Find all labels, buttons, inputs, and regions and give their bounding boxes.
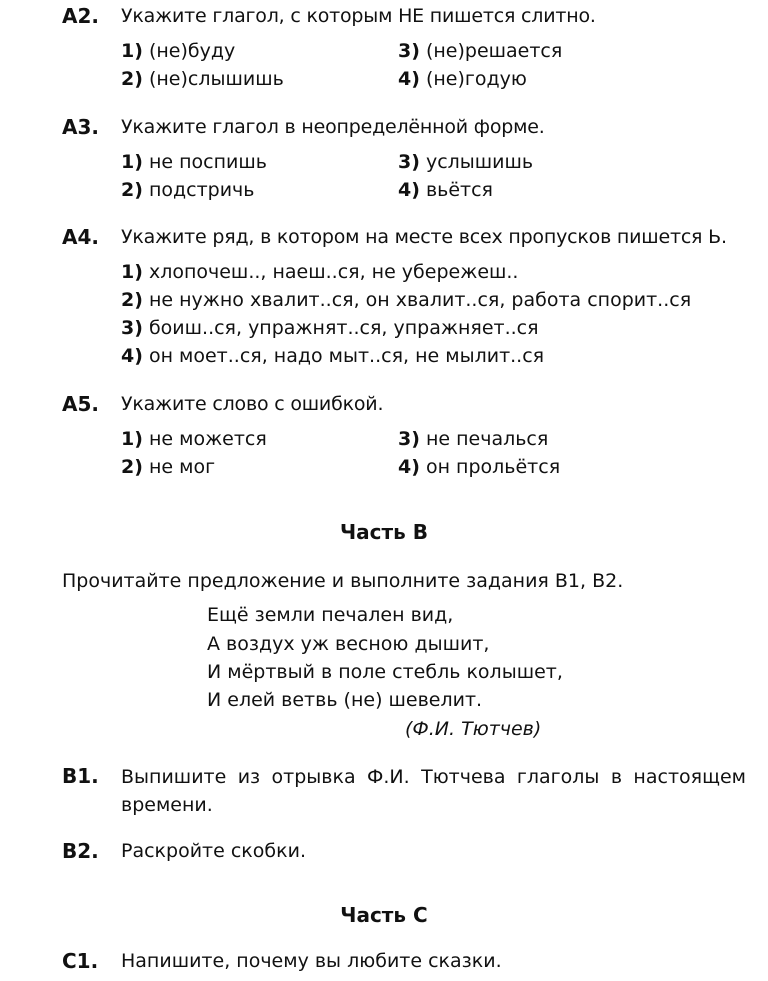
answer-option (121, 40, 235, 62)
option-text: услышишь (425, 151, 534, 173)
option-number: 3) (398, 428, 420, 450)
option-number: 1) (121, 40, 143, 62)
option-number: 4) (398, 179, 420, 201)
answer-option (121, 68, 284, 90)
poem-line: И елей ветвь (не) шевелит. (207, 689, 483, 711)
answer-option (398, 428, 548, 450)
option-text: он прольётся (425, 456, 561, 478)
instructions: Прочитайте предложение и выполните задания В1, В2. (62, 570, 624, 592)
option-text: не печалься (425, 428, 549, 450)
answer-option (121, 261, 518, 283)
option-text: не можется (148, 428, 267, 450)
task-number: В1. (62, 764, 99, 788)
poem-line: И мёртвый в поле стебль колышет, (207, 661, 563, 683)
option-text: подстричь (148, 179, 255, 201)
option-text: (не)буду (148, 40, 236, 62)
poem-author: (Ф.И. Тютчев) (405, 718, 542, 740)
answer-option (121, 179, 254, 201)
question-number: А2. (62, 4, 99, 28)
task-text: Напишите, почему вы любите сказки. (121, 950, 502, 972)
task-text: Раскройте скобки. (121, 840, 306, 862)
poem-line: А воздух уж весною дышит, (207, 633, 490, 655)
question-text: Укажите глагол в неопределённой форме. (121, 116, 545, 138)
section-heading-part-b: Часть В (340, 520, 428, 544)
option-number: 3) (398, 151, 420, 173)
option-text: боиш..ся, упражнят..ся, упражняет..ся (148, 317, 539, 339)
option-text: хлопочеш.., наеш..ся, не убережеш.. (148, 261, 519, 283)
question-number: А3. (62, 115, 99, 139)
option-text: он моет..ся, надо мыт..ся, не мылит..ся (148, 345, 545, 367)
option-number: 4) (398, 68, 420, 90)
option-text: вьётся (425, 179, 493, 201)
answer-option (121, 151, 267, 173)
option-number: 2) (121, 179, 143, 201)
question-text: Укажите слово с ошибкой. (121, 393, 384, 415)
option-text: не мог (148, 456, 216, 478)
option-number: 2) (121, 289, 143, 311)
answer-option (398, 151, 533, 173)
question-text: Укажите глагол, с которым НЕ пишется слитно. (121, 5, 596, 27)
option-number: 1) (121, 428, 143, 450)
question-text: Укажите ряд, в котором на месте всех пропусков пишется Ь. (121, 226, 727, 248)
option-text: (не)решается (425, 40, 563, 62)
task-number: В2. (62, 839, 99, 863)
option-number: 1) (121, 151, 143, 173)
option-number: 2) (121, 456, 143, 478)
option-number: 3) (398, 40, 420, 62)
option-text: (не)слышишь (148, 68, 284, 90)
answer-option (398, 68, 527, 90)
task-text: Выпишите из отрывка Ф.И. Тютчева глаголы в настоящем времени. (121, 766, 746, 816)
option-number: 2) (121, 68, 143, 90)
question-number: А5. (62, 392, 99, 416)
question-number: А4. (62, 225, 99, 249)
answer-option (121, 428, 267, 450)
poem-line: Ещё земли печален вид, (207, 604, 454, 626)
option-text: не нужно хвалит..ся, он хвалит..ся, работа спорит..ся (148, 289, 692, 311)
option-number: 1) (121, 261, 143, 283)
answer-option (121, 289, 691, 311)
option-number: 4) (121, 345, 143, 367)
option-text: не поспишь (148, 151, 267, 173)
answer-option (121, 345, 544, 367)
task-number: С1. (62, 949, 99, 973)
answer-option (121, 456, 215, 478)
option-number: 3) (121, 317, 143, 339)
answer-option (398, 179, 493, 201)
section-heading-part-c: Часть С (340, 903, 428, 927)
option-number: 4) (398, 456, 420, 478)
answer-option (398, 40, 562, 62)
option-text: (не)годую (425, 68, 527, 90)
answer-option (398, 456, 560, 478)
answer-option (121, 317, 539, 339)
